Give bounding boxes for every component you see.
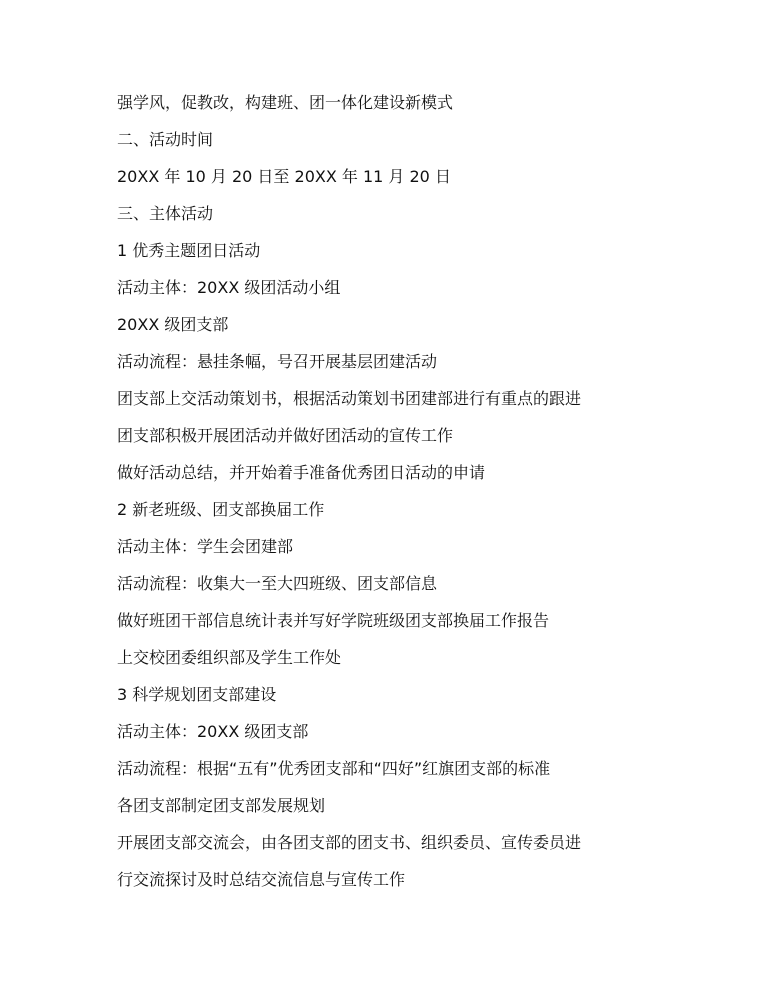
- paragraph-line: 团支部积极开展团活动并做好团活动的宣传工作: [117, 426, 454, 445]
- paragraph-line: 团支部上交活动策划书，根据活动策划书团建部进行有重点的跟进: [117, 389, 582, 408]
- subsection-heading: 2 新老班级、团支部换届工作: [117, 500, 325, 519]
- subsection-heading: 3 科学规划团支部建设: [117, 685, 277, 704]
- paragraph-line: 20XX 级团支部: [117, 315, 229, 334]
- activity-time: 20XX 年 10 月 20 日至 20XX 年 11 月 20 日: [117, 167, 451, 186]
- paragraph-line: 活动主体：20XX 级团活动小组: [117, 278, 341, 297]
- paragraph-line: 行交流探讨及时总结交流信息与宣传工作: [117, 870, 406, 889]
- paragraph-line: 活动流程：悬挂条幅，号召开展基层团建活动: [117, 352, 438, 371]
- paragraph-line: 上交校团委组织部及学生工作处: [117, 648, 342, 667]
- paragraph-line: 活动主体：20XX 级团支部: [117, 722, 309, 741]
- section-heading-text: 强学风，促教改，构建班、团一体化建设新模式: [117, 93, 454, 112]
- paragraph-line: 活动流程：根据“五有”优秀团支部和“四好”红旗团支部的标准: [117, 759, 551, 778]
- paragraph-line: 做好活动总结，并开始着手准备优秀团日活动的申请: [117, 463, 486, 482]
- subsection-heading: 1 优秀主题团日活动: [117, 241, 261, 260]
- section-heading: 三、主体活动: [117, 204, 214, 223]
- document-body: [117, 90, 662, 904]
- paragraph-line: 开展团支部交流会，由各团支部的团支书、组织委员、宣传委员进: [117, 833, 582, 852]
- section-heading: 二、活动时间: [117, 130, 214, 149]
- paragraph-line: 做好班团干部信息统计表并写好学院班级团支部换届工作报告: [117, 611, 550, 630]
- paragraph-line: 各团支部制定团支部发展规划: [117, 796, 326, 815]
- paragraph-line: 活动流程：收集大一至大四班级、团支部信息: [117, 574, 438, 593]
- paragraph-line: 活动主体：学生会团建部: [117, 537, 294, 556]
